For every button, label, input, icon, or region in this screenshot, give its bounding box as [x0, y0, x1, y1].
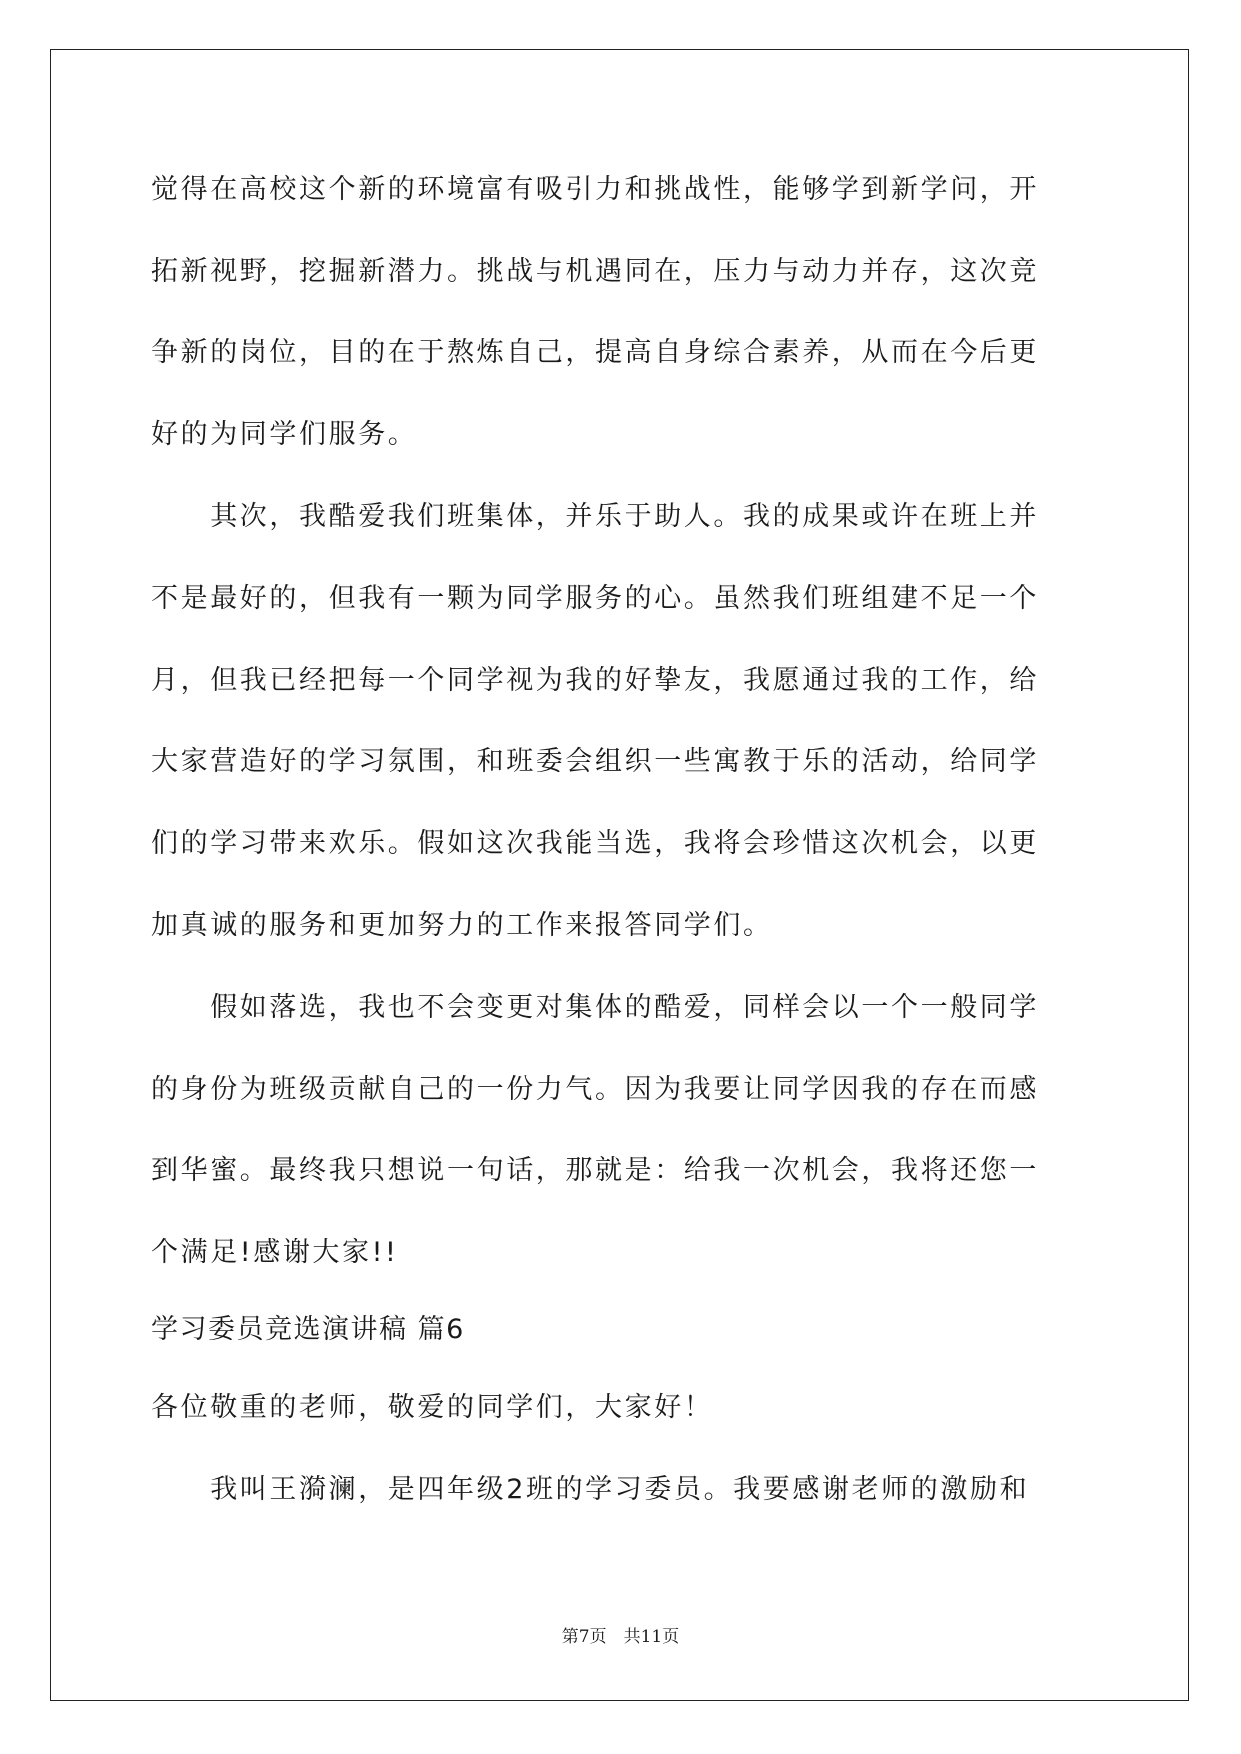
page-border [50, 49, 1189, 1701]
text-line: 的身份为班级贡献自己的一份力气。因为我要让同学因我的存在而感 [151, 1074, 1039, 1105]
text-line: 假如落选，我也不会变更对集体的酷爱，同样会以一个一般同学 [151, 992, 1039, 1023]
text-line: 到华蜜。最终我只想说一句话，那就是：给我一次机会，我将还您一 [151, 1155, 1039, 1186]
text-line: 拓新视野，挖掘新潜力。挑战与机遇同在，压力与动力并存，这次竞 [151, 256, 1039, 287]
text-line: 我叫王漪澜，是四年级2班的学习委员。我要感谢老师的激励和 [151, 1474, 1030, 1505]
page-number-footer: 第7页 共11页 [561, 1627, 680, 1647]
text-line: 各位敬重的老师，敬爱的同学们，大家好！ [151, 1392, 714, 1423]
text-line: 争新的岗位，目的在于熬炼自己，提高自身综合素养，从而在今后更 [151, 337, 1039, 368]
text-line: 个满足!感谢大家!! [151, 1237, 399, 1268]
text-line: 月，但我已经把每一个同学视为我的好挚友，我愿通过我的工作，给 [151, 665, 1039, 696]
text-line: 大家营造好的学习氛围，和班委会组织一些寓教于乐的活动，给同学 [151, 746, 1039, 777]
text-line: 不是最好的，但我有一颗为同学服务的心。虽然我们班组建不足一个 [151, 583, 1039, 614]
section-heading: 学习委员竞选演讲稿 篇6 [151, 1314, 465, 1345]
text-line: 加真诚的服务和更加努力的工作来报答同学们。 [151, 910, 773, 941]
text-line: 好的为同学们服务。 [151, 419, 418, 450]
text-line: 觉得在高校这个新的环境富有吸引力和挑战性，能够学到新学问，开 [151, 174, 1039, 205]
text-line: 们的学习带来欢乐。假如这次我能当选，我将会珍惜这次机会，以更 [151, 828, 1039, 859]
text-line: 其次，我酷爱我们班集体，并乐于助人。我的成果或许在班上并 [151, 501, 1039, 532]
